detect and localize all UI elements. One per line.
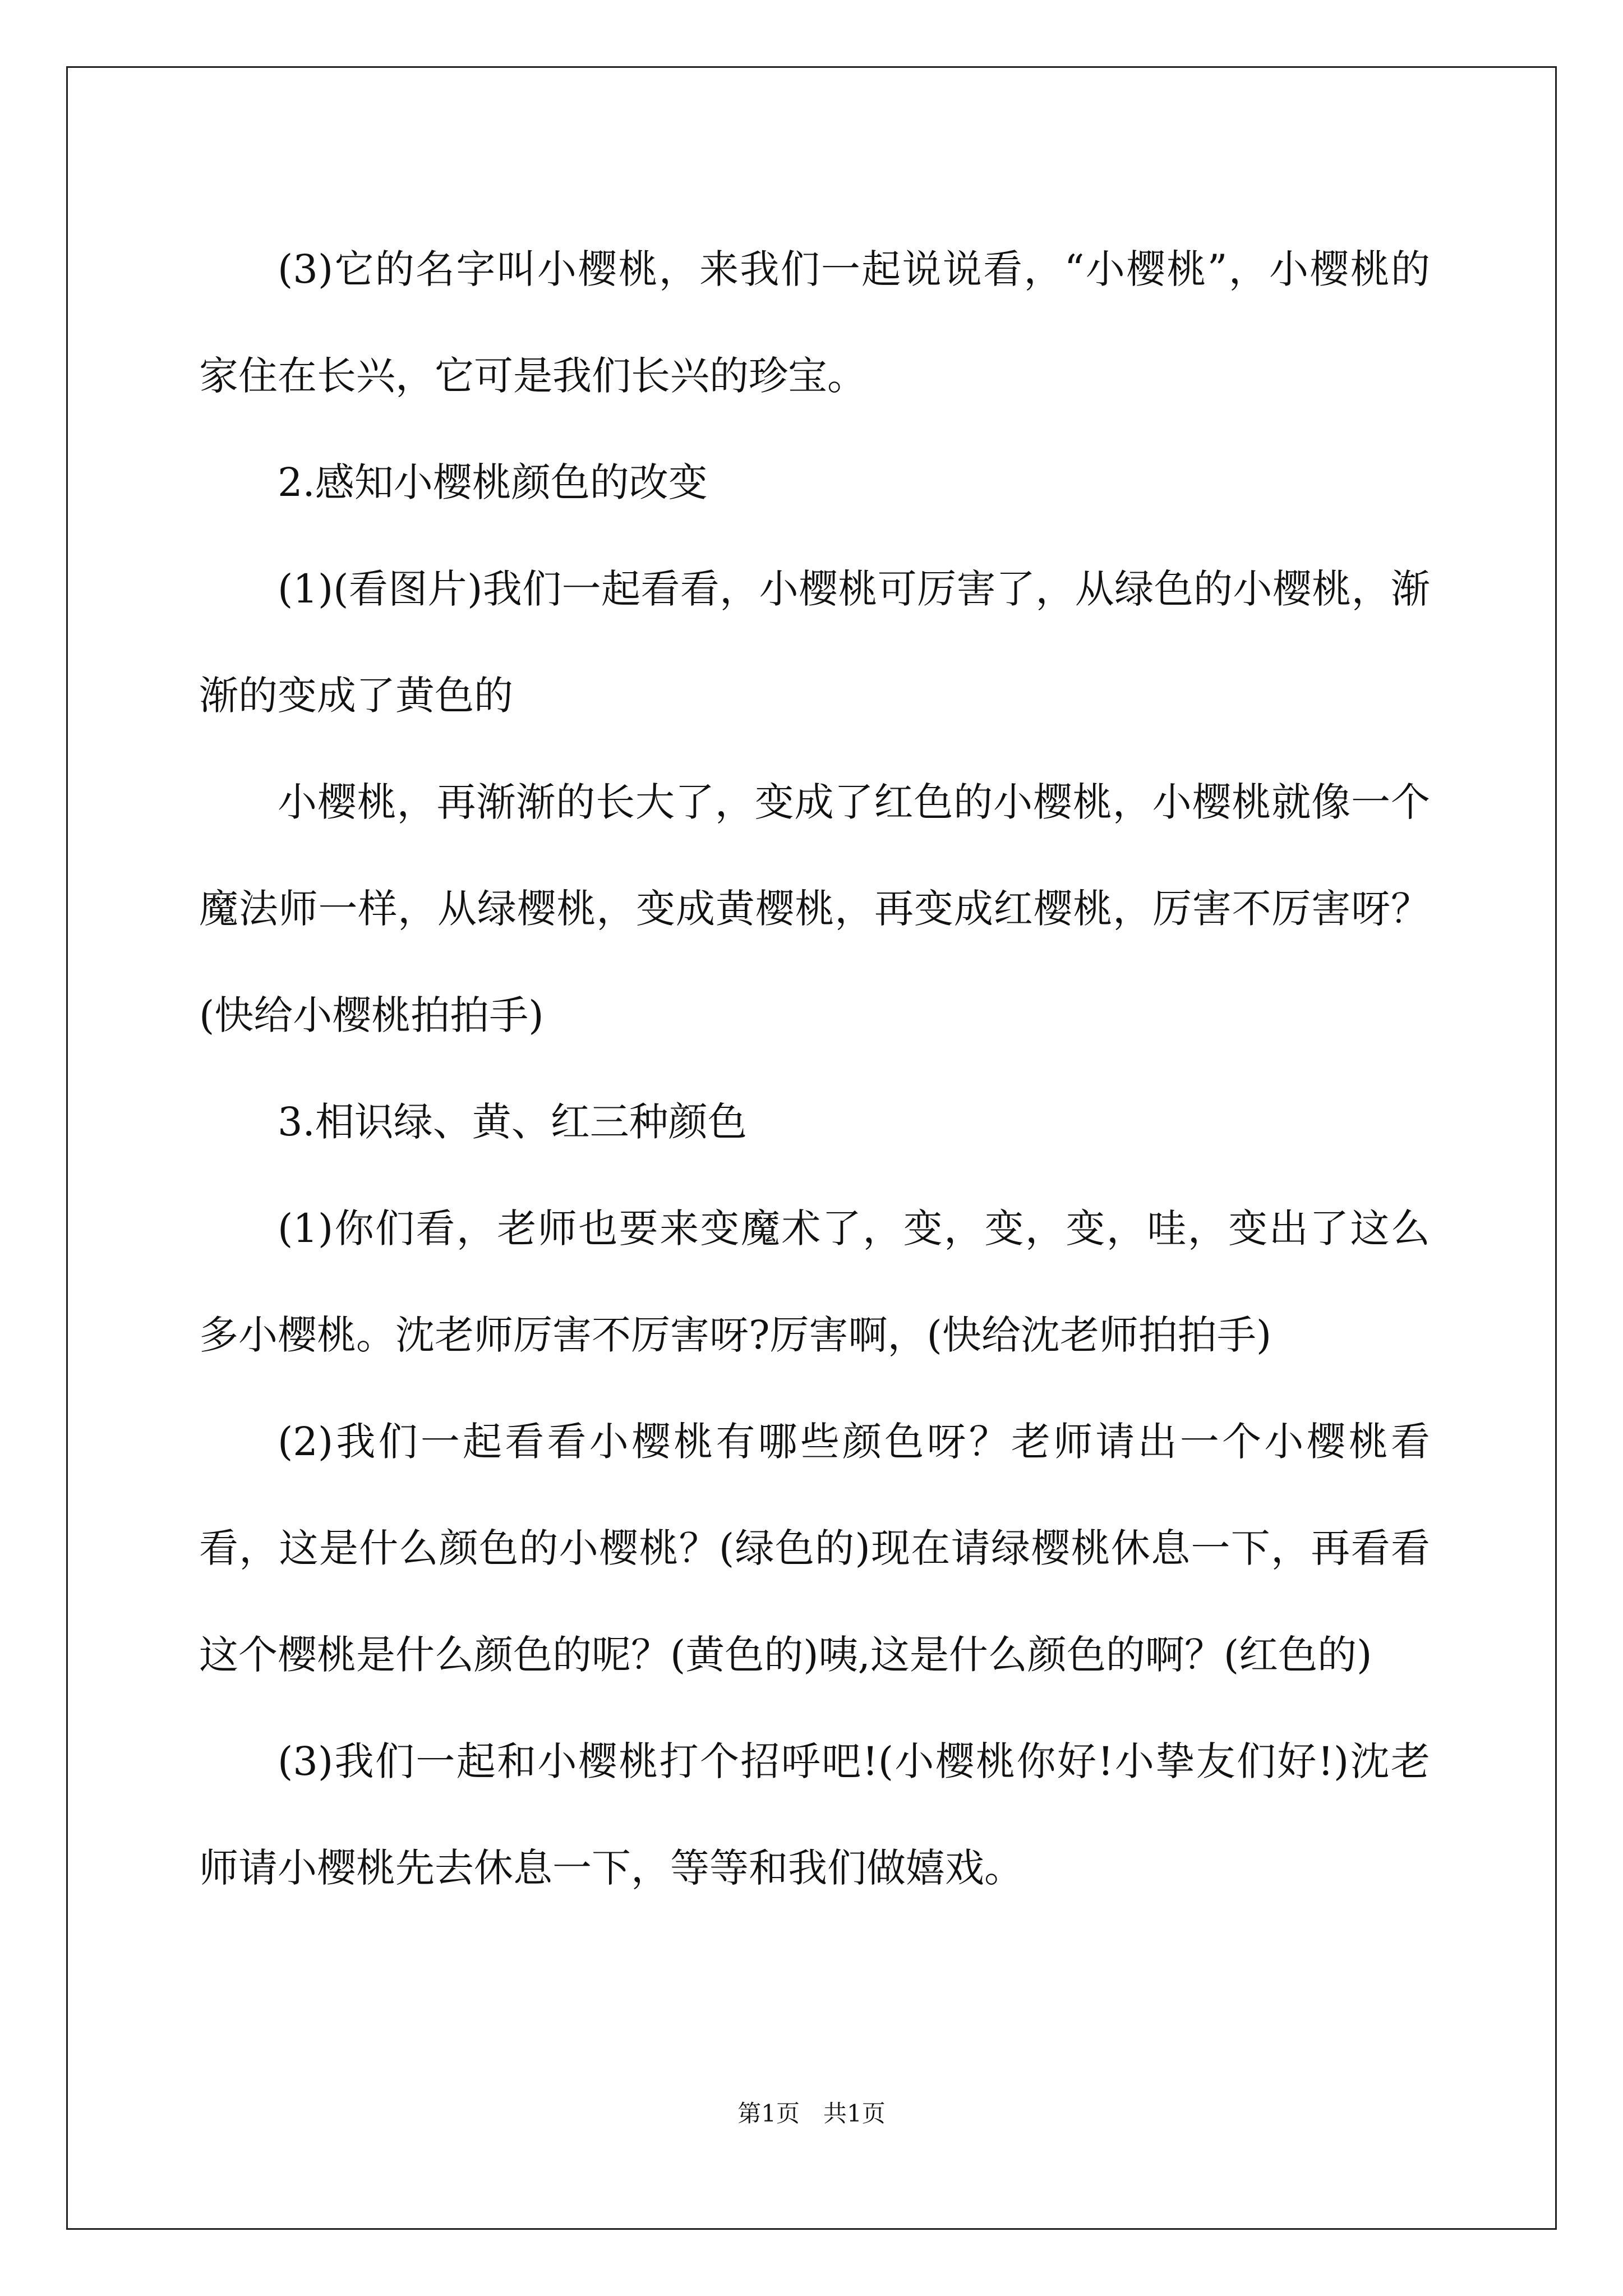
- paragraph-4: 小樱桃，再渐渐的长大了，变成了红色的小樱桃，小樱桃就像一个魔法师一样，从绿樱桃，变成黄樱桃，再变成红樱桃，厉害不厉害呀？(快给小樱桃拍拍手): [199, 779, 1430, 1038]
- paragraph-1: (3)它的名字叫小樱桃，来我们一起说说看，“小樱桃”，小樱桃的家住在长兴，它可是我们长兴的珍宝。: [199, 246, 1430, 399]
- paragraph-2: 2.感知小樱桃颜色的改变: [278, 459, 708, 505]
- paragraph-8: (3)我们一起和小樱桃打个招呼吧!(小樱桃你好!小挚友们好!)沈老师请小樱桃先去休息一下，等等和我们做嬉戏。: [199, 1738, 1430, 1891]
- paragraph-3: (1)(看图片)我们一起看看，小樱桃可厉害了，从绿色的小樱桃，渐渐的变成了黄色的: [199, 566, 1430, 719]
- paragraph-6: (1)你们看，老师也要来变魔术了，变，变，变，哇，变出了这么多小樱桃。沈老师厉害不厉害呀?厉害啊，(快给沈老师拍拍手): [199, 1205, 1430, 1358]
- document-body: [199, 216, 1430, 1921]
- page-footer: 第1页 共1页: [737, 2100, 886, 2127]
- paragraph-5: 3.相识绿、黄、红三种颜色: [278, 1099, 747, 1145]
- paragraph-7: (2)我们一起看看小樱桃有哪些颜色呀？老师请出一个小樱桃看看，这是什么颜色的小樱桃？(绿色的)现在请绿樱桃休息一下，再看看这个樱桃是什么颜色的呢？(黄色的)咦,这是什么颜色的啊？(红色的): [199, 1419, 1430, 1678]
